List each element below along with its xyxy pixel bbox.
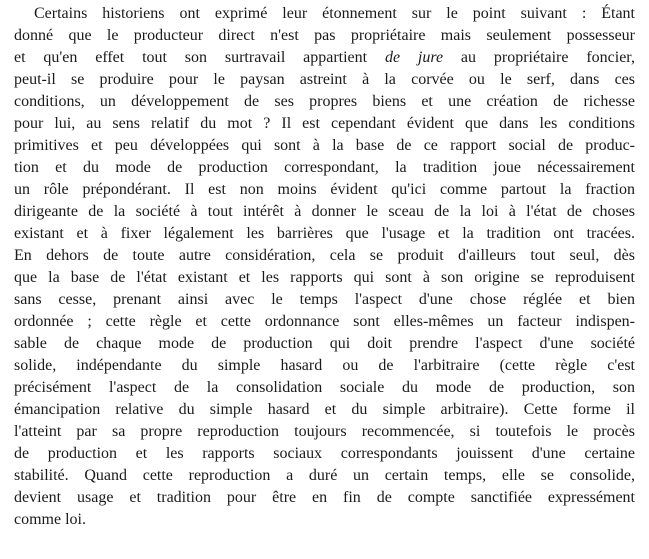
text-line-23: devient usage et tradition pour être en fin de compte sanctifiée expressément xyxy=(14,489,635,506)
text-line-15: ordonnée ; cette règle et cette ordonnance sont elles-mêmes un facteur indispen- xyxy=(14,313,635,330)
text-line-17: solide, indépendante du simple hasard ou de l'arbitraire (cette règle c'est xyxy=(14,357,635,374)
text-line-5: conditions, un développement de ses propres biens et une création de richesse xyxy=(14,93,635,110)
text-line-1: Certains historiens ont exprimé leur étonnement sur le point suivant : Étant xyxy=(34,5,635,22)
text-line-21: de production et les rapports sociaux correspondants jouissent d'une certaine xyxy=(14,445,635,462)
text-line-10: dirigeante de la société à tout intérêt à donner le sceau de la loi à l'état de choses xyxy=(14,203,635,220)
text-line-11: existant et à fixer légalement les barrières que l'usage et la tradition ont tracées. xyxy=(14,225,635,242)
text-segment: et qu'en effet tout son surtravail appartient xyxy=(14,49,385,66)
text-line-3 xyxy=(14,46,635,70)
text-line-14: sans cesse, prenant ainsi avec le temps l'aspect d'une chose réglée et bien xyxy=(14,291,635,308)
text-line-4: peut-il se produire pour le paysan astreint à la corvée ou le serf, dans ces xyxy=(14,71,635,88)
text-line-22: stabilité. Quand cette reproduction a duré un certain temps, elle se consolide, xyxy=(14,467,635,484)
text-line-2: donné que le producteur direct n'est pas propriétaire mais seulement possesseur xyxy=(14,27,635,44)
text-segment: au propriétaire foncier, xyxy=(443,49,635,66)
text-line-12: En dehors de toute autre considération, cela se produit d'ailleurs tout seul, dès xyxy=(14,247,635,264)
text-line-20: l'atteint par sa propre reproduction toujours recommencée, si toutefois le procès xyxy=(14,423,635,440)
text-line-24: comme loi. xyxy=(14,511,86,528)
text-line-16: sable de chaque mode de production qui doit prendre l'aspect d'une société xyxy=(14,335,635,352)
text-line-7: primitives et peu développées qui sont à la base de ce rapport social de produc- xyxy=(14,137,635,154)
text-line-13: que la base de l'état existant et les rapports qui sont à son origine se reproduisent xyxy=(14,269,635,286)
text-line-9: un rôle prépondérant. Il est non moins évident qu'ici comme partout la fraction xyxy=(14,181,635,198)
text-line-6: pour lui, au sens relatif du mot ? Il est cependant évident que dans les conditions xyxy=(14,115,635,132)
text-line-8: tion et du mode de production correspondant, la tradition joue nécessairement xyxy=(14,159,635,176)
emphasis-de-jure: de jure xyxy=(384,49,444,66)
text-line-19: émancipation relative du simple hasard et du simple arbitraire). Cette forme il xyxy=(14,401,635,418)
text-line-18: précisément l'aspect de la consolidation sociale du mode de production, son xyxy=(14,379,635,396)
